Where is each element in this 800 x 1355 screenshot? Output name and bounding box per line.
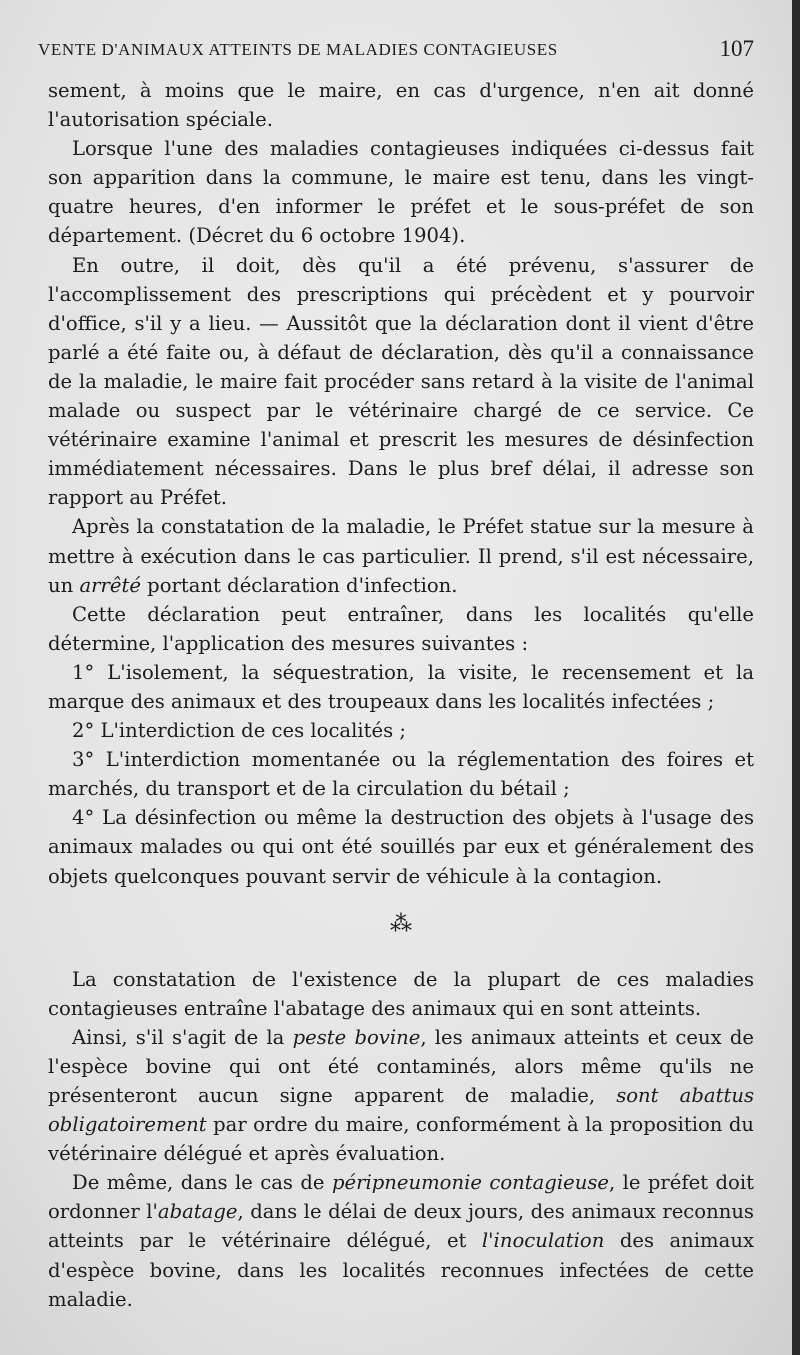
measure-item-3: 3° L'interdiction momentanée ou la réglementation des foires et marchés, du transport et de la circulation du bétail ; (48, 748, 754, 801)
measure-item-1: 1° L'isolement, la séquestration, la visite, le recensement et la marque des animaux et des troupeaux dans les localités infectées ; (48, 660, 754, 713)
paragraph-peripneumonie (48, 1168, 754, 1313)
text-run: , le préfet doit ordonner l' (48, 1171, 754, 1224)
paragraph-prefect-decision (48, 512, 754, 599)
text-run: portant déclaration d'infection. (140, 573, 458, 597)
paragraph-declaration: Lorsque l'une des maladies contagieuses indiquées ci-dessus fait son apparition dans la commune, le maire est tenu, dans les vingt-quatre heures, d'en informer le préfet et le sous-préfet de son département. (Décret du 6 octobre 1904). (48, 137, 754, 248)
text-run: par ordre du maire, conformément à la proposition du vétérinaire délégué et après évaluation. (48, 1113, 754, 1166)
emphasis-abattus: sont abattus obligatoirement (48, 1084, 754, 1137)
text-run: Après la constatation de la maladie, le Préfet statue sur la mesure à mettre à exécution dans le cas particulier. Il prend, s'il est nécessaire, un (48, 515, 754, 597)
page-body (48, 76, 754, 1314)
page-header (38, 36, 754, 66)
paragraph-mayor-duties: En outre, il doit, dès qu'il a été prévenu, s'assurer de l'accomplissement des prescriptions qui précèdent et y pourvoir d'office, s'il y a lieu. — Aussitôt que la déclaration dont il vient d'être parlé a été faite ou, à défaut de déclaration, dès qu'il a connaissance de la maladie, le maire fait procéder sans retard à la visite de l'animal malade ou suspect par le vétérinaire chargé de ce service. Ce vétérinaire examine l'animal et prescrit les mesures de désinfection immédiatement nécessaires. Dans le plus bref délai, il adresse son rapport au Préfet. (48, 253, 754, 510)
text-run: De même, dans le cas de (72, 1171, 332, 1195)
text-run: des animaux d'espèce bovine, dans les localités reconnues infectées de cette maladie. (48, 1229, 754, 1311)
paragraph-abatage: La constatation de l'existence de la plupart de ces maladies contagieuses entraîne l'abatage des animaux qui en sont atteints. (48, 967, 754, 1020)
emphasis-inoculation: l'inoculation (481, 1229, 605, 1253)
emphasis-peste-bovine: peste bovine (292, 1025, 421, 1049)
text-run: Ainsi, s'il s'agit de la (72, 1025, 293, 1049)
paragraph-measures-intro: Cette déclaration peut entraîner, dans les localités qu'elle détermine, l'application des mesures suivantes : (48, 602, 754, 655)
paragraph-peste-bovine (48, 1023, 754, 1168)
measure-item-4: 4° La désinfection ou même la destruction des objets à l'usage des animaux malades ou qui ont été souillés par eux et généralement des objets quelconques pouvant servir de véhicule à la contagion. (48, 806, 754, 888)
emphasis-abatage: abatage (157, 1200, 238, 1224)
section-separator-asterism: ⁂ (390, 911, 412, 937)
running-title: VENTE D'ANIMAUX ATTEINTS DE MALADIES CONTAGIEUSES (38, 40, 558, 59)
text-run: , dans le délai de deux jours, des animaux reconnus atteints par le vétérinaire délégué, et (48, 1200, 754, 1253)
text-run: , les animaux atteints et ceux de l'espèce bovine qui ont été contaminés, alors même qu'ils ne présenteront aucun signe apparent de maladie, (48, 1025, 754, 1107)
emphasis-peripneumonie: péripneumonie contagieuse (331, 1171, 609, 1195)
paragraph-continuation: sement, à moins que le maire, en cas d'urgence, n'en ait donné l'autorisation spéciale. (48, 79, 754, 132)
page-number: 107 (719, 36, 754, 61)
emphasis-arrete: arrêté (79, 573, 141, 597)
measure-item-2: 2° L'interdiction de ces localités ; (72, 719, 407, 743)
